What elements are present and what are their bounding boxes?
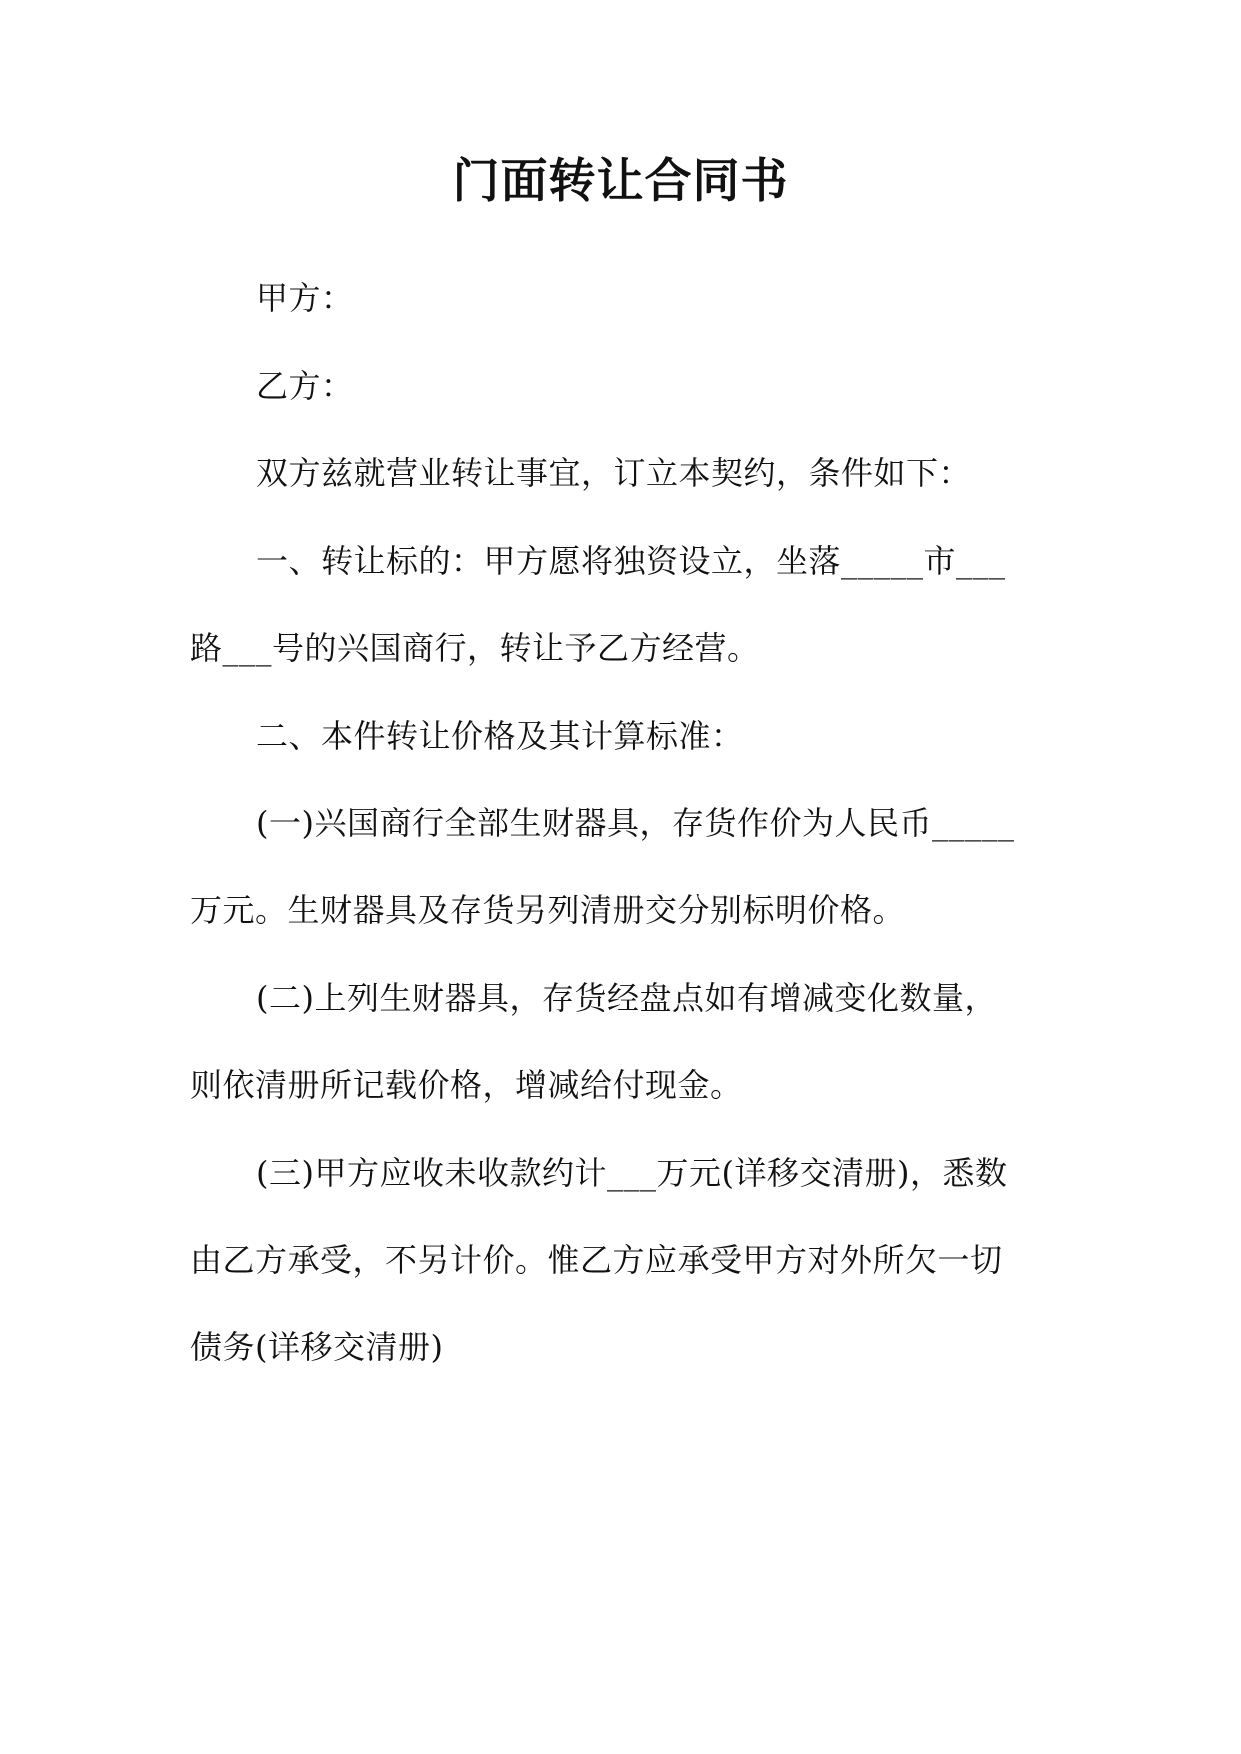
clause-2-item-3-line-1: (三)甲方应收未收款约计___万元(详移交清册)，悉数 — [256, 1154, 1008, 1192]
clause-1-line-2: 路___号的兴国商行，转让予乙方经营。 — [190, 629, 760, 667]
clause-2-item-2-line-2: 则依清册所记载价格，增减给付现金。 — [190, 1066, 743, 1104]
clause-1-line-1: 一、转让标的：甲方愿将独资设立，坐落_____市___ — [256, 542, 1006, 580]
clause-2-item-2-line-1: (二)上列生财器具，存货经盘点如有增减变化数量， — [256, 979, 997, 1017]
clause-2-item-1-line-2: 万元。生财器具及存货另列清册交分别标明价格。 — [190, 891, 906, 929]
party-b-line: 乙方： — [256, 367, 354, 405]
clause-2-item-3-line-2: 由乙方承受，不另计价。惟乙方应承受甲方对外所欠一切 — [190, 1241, 1003, 1279]
preamble-line: 双方兹就营业转让事宜，订立本契约，条件如下： — [256, 454, 972, 492]
clause-2-heading: 二、本件转让价格及其计算标准： — [256, 717, 744, 755]
document-title: 门面转让合同书 — [452, 154, 789, 209]
party-a-line: 甲方： — [256, 279, 354, 317]
clause-2-item-1-line-1: (一)兴国商行全部生财器具，存货作价为人民币_____ — [256, 804, 1015, 842]
clause-2-item-3-line-3: 债务(详移交清册) — [190, 1328, 444, 1366]
